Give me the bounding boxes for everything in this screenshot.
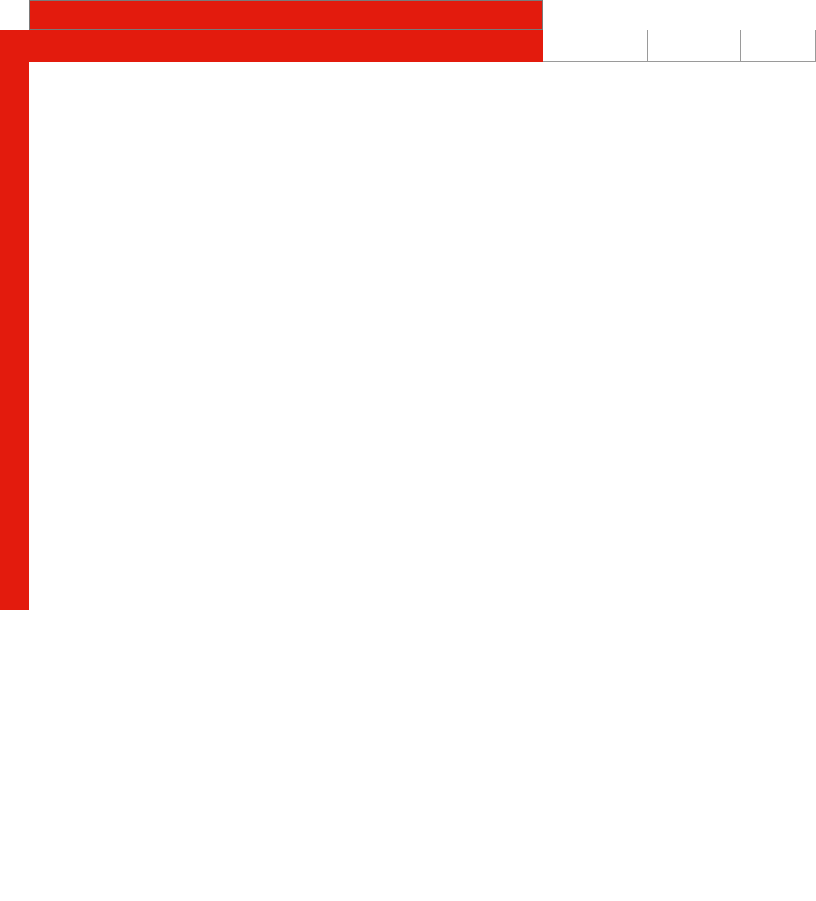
header-nominator — [344, 30, 498, 62]
sheet-title — [29, 0, 543, 30]
header-author — [29, 30, 196, 62]
header-judge-1 — [543, 30, 648, 62]
shortlist-side-band — [0, 30, 29, 610]
header-judge-3 — [741, 30, 816, 62]
header-judge-2 — [648, 30, 741, 62]
header-work — [196, 30, 344, 62]
header-ng — [498, 30, 543, 62]
